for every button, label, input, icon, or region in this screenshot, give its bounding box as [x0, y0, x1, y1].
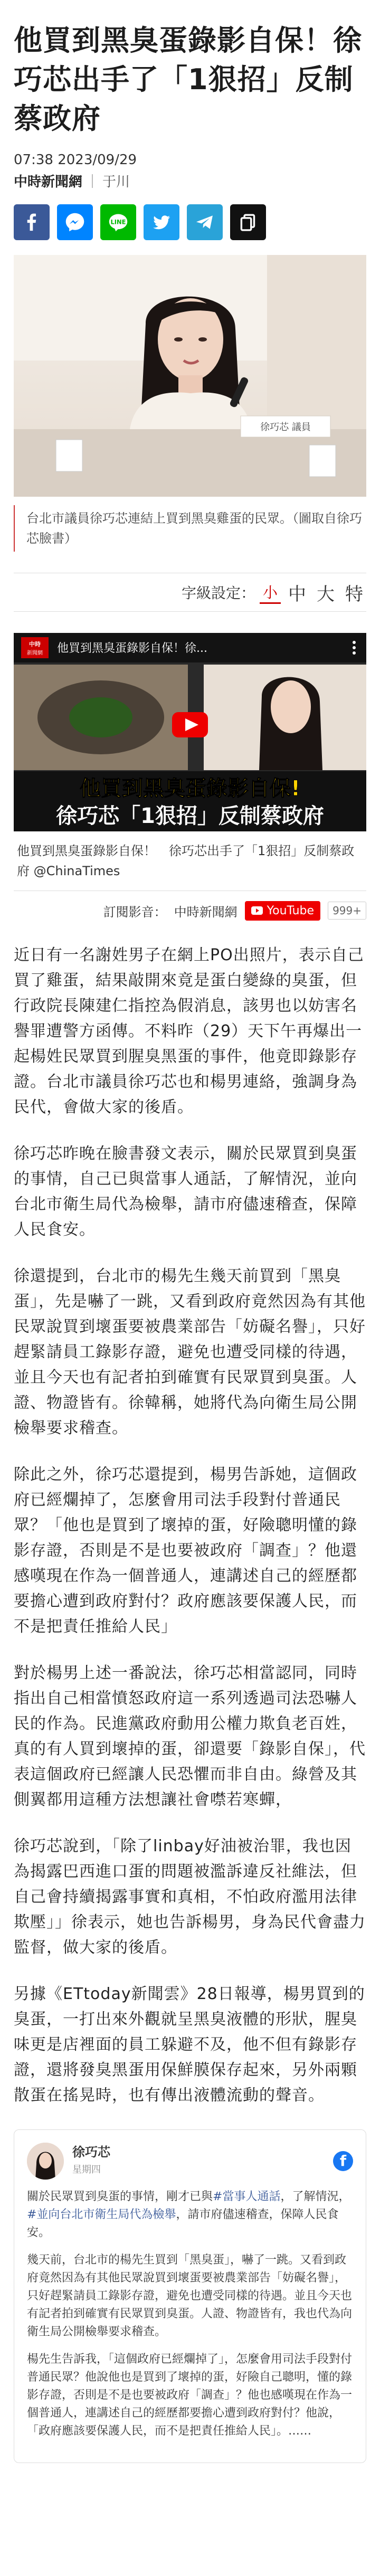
fb-text: 關於民眾買到臭蛋的事情，剛才已與 [27, 2190, 213, 2203]
more-icon[interactable] [353, 641, 356, 655]
fb-paragraph-2: 幾天前，台北市的楊先生買到「黑臭蛋」，嚇了一跳。又看到政府竟然因為有其他民眾說買到壞蛋要被農業部告「妨礙名譽」，只好趕緊請員工錄影存證，避免也遭受同樣的待遇。並且今天也有記者拍到確實有民眾買到臭蛋。人證、物證皆有，我也代為向衛生局公開檢舉要求稽查。 [27, 2253, 353, 2338]
paragraph: 另據《ETtoday新聞雲》28日報導，楊男買到的臭蛋，一打出來外觀就呈黑臭液體的形狀，腥臭味更是店裡面的員工躲避不及，他不但有錄影存證，還將發臭黑蛋用保鮮膜保存起來，另外兩顆散蛋在搖晃時，也有傳出液體流動的聲音。 [14, 1985, 365, 2105]
video-title: 他買到黑臭蛋錄影自保！徐... [57, 642, 207, 655]
line-share-button[interactable] [100, 204, 136, 240]
article-body [0, 930, 380, 2108]
font-size-small[interactable]: 小 [260, 581, 281, 604]
font-size-xlarge[interactable]: 特 [345, 583, 363, 605]
fb-author-name[interactable]: 徐巧芯 [72, 2145, 110, 2160]
author-name[interactable]: 于川 [102, 174, 130, 190]
video-caption: 他買到黑臭蛋錄影自保！ 徐巧芯出手了「1狠招」反制蔡政府 @ChinaTimes [14, 831, 366, 891]
paragraph: 徐巧芯說到，「除了linbay好油被治罪，我也因為揭露巴西進口蛋的問題被濫訴違反社維法，但自己會持續揭露事實和真相，不怕政府濫用法律欺壓」」徐表示，她也告訴楊男，身為民代會盡力監督，做大家的後盾。 [14, 1837, 366, 1957]
source-name[interactable]: 中時新聞網 [14, 174, 83, 190]
fb-paragraph-3: 楊先生告訴我，「這個政府已經爛掉了」，怎麼會用司法手段對付普通民眾？他說他也是買到了壞掉的蛋，好險自己聰明，懂的錄影存證，否則是不是也要被政府「調查」？他也感嘆現在作為一個普通人，連講述自己的經歷都要擔心遭到政府對付？他說，「政府應該要保護人民，而不是把責任推給人民」。…… [27, 2353, 353, 2438]
youtube-label: YouTube [267, 904, 315, 917]
font-size-label: 字級設定： [181, 584, 255, 602]
line-icon [106, 210, 130, 234]
fb-hashtag[interactable]: #當事人通話 [213, 2190, 281, 2203]
fb-paragraph-1 [27, 2188, 353, 2242]
facebook-share-button[interactable] [14, 204, 50, 240]
youtube-subscribe-button[interactable] [245, 901, 320, 921]
telegram-share-button[interactable] [187, 204, 223, 240]
publish-time: 07:38 2023/09/29 [14, 152, 137, 168]
avatar-image [27, 2143, 64, 2180]
messenger-share-button[interactable] [57, 204, 93, 240]
video-headline-1: 他買到黑臭蛋錄影自保! [79, 776, 301, 801]
meta-divider [92, 174, 93, 188]
svg-text:中時: 中時 [29, 641, 41, 648]
video-thumbnail [14, 633, 366, 831]
article-meta [0, 152, 380, 191]
line-label: LINE [110, 218, 126, 226]
video-headline-2: 徐巧芯「1狠招」反制蔡政府 [56, 804, 324, 828]
messenger-icon [63, 210, 87, 234]
fb-text: ，了解情況， [280, 2190, 350, 2203]
paragraph: 近日有一名謝姓男子在網上PO出照片，表示自己買了雞蛋，結果敲開來竟是蛋白變綠的臭蛋，但行政院長陳建仁指控為假消息，該男也以妨害名譽罪遭警方函傳。不料昨（29）天下午再爆出一起楊姓民眾買到腥臭黑蛋的事件，他竟即錄影存證。台北市議員徐巧芯也和楊男連絡，強調身為民代，會做大家的後盾。 [14, 946, 364, 1116]
font-size-setting [14, 573, 366, 612]
paragraph: 徐還提到，台北市的楊先生幾天前買到「黑臭蛋」，先是嚇了一跳，又看到政府竟然因為有其他民眾說買到壞蛋要被農業部告「妨礙名譽」，只好趕緊請員工錄影存證，避免也遭受同樣的待遇，並且今天也有記者拍到確實有民眾買到臭蛋。人證、物證皆有。徐韓稱，她將代為向衛生局公開檢舉要求稽查。 [14, 1267, 366, 1437]
subscribe-bar [14, 891, 366, 930]
youtube-icon [251, 906, 263, 915]
subscribe-channel: 中時新聞網 [174, 904, 238, 920]
copy-link-icon [236, 210, 260, 234]
hero-nameplate: 徐巧芯 議員 [260, 422, 311, 433]
hero-illustration [14, 255, 366, 497]
copy-link-button[interactable] [230, 204, 266, 240]
subscriber-count: 999+ [328, 902, 366, 920]
paragraph: 徐巧芯昨晚在臉書發文表示，關於民眾買到臭蛋的事情，自己已與當事人通話，了解情況，並向台北市衛生局代為檢舉，請市府儘速稽查，保障人民食安。 [14, 1144, 357, 1239]
twitter-share-button[interactable] [144, 204, 179, 240]
article-title: 他買到黑臭蛋錄影自保！徐巧芯出手了「1狠招」反制蔡政府 [14, 24, 362, 135]
play-button-icon[interactable] [172, 712, 208, 737]
video-player[interactable] [14, 633, 366, 831]
paragraph: 對於楊男上述一番說法，徐巧芯相當認同，同時指出自己相當憤怒政府這一系列透過司法恐嚇人民的作為。民進黨政府動用公權力欺負老百姓，真的有人買到壞掉的蛋，卻還要「錄影自保」，代表這個政府已經讓人民恐懼而非自由。綠營及其側翼都用這種方法想讓社會噤若寒蟬， [14, 1664, 366, 1809]
font-size-large[interactable]: 大 [317, 583, 335, 605]
font-size-medium[interactable]: 中 [288, 583, 306, 605]
facebook-logo-icon[interactable]: f [333, 2151, 353, 2171]
hero-caption: 台北市議員徐巧芯連結上買到黑臭雞蛋的民眾。（圖取自徐巧芯臉書） [14, 505, 366, 552]
twitter-icon [149, 210, 174, 234]
paragraph: 除此之外，徐巧芯還提到，楊男告訴她，這個政府已經爛掉了，怎麼會用司法手段對付普通民眾？「他也是買到了壞掉的蛋，好險聰明懂的錄影存證，否則是不是也要被政府「調查」？他還感嘆現在作為一個普通人，連講述自己的經歷都要擔心遭到政府對付？政府應該要保護人民，而不是把責任推給人民」 [14, 1465, 357, 1636]
svg-text:新聞網: 新聞網 [27, 650, 43, 656]
fb-text: ，請市府儘速稽查，保障人民食安。 [27, 2208, 339, 2239]
facebook-embed[interactable] [14, 2129, 366, 2463]
hero-image [14, 255, 366, 497]
fb-post-date: 星期四 [72, 2164, 101, 2175]
share-bar [0, 191, 380, 240]
telegram-icon [193, 210, 217, 234]
avatar[interactable] [27, 2143, 64, 2180]
facebook-icon [20, 210, 44, 234]
fb-hashtag[interactable]: #並向台北市衛生局代為檢舉 [27, 2208, 176, 2221]
subscribe-label: 訂閱影音： [103, 904, 167, 920]
